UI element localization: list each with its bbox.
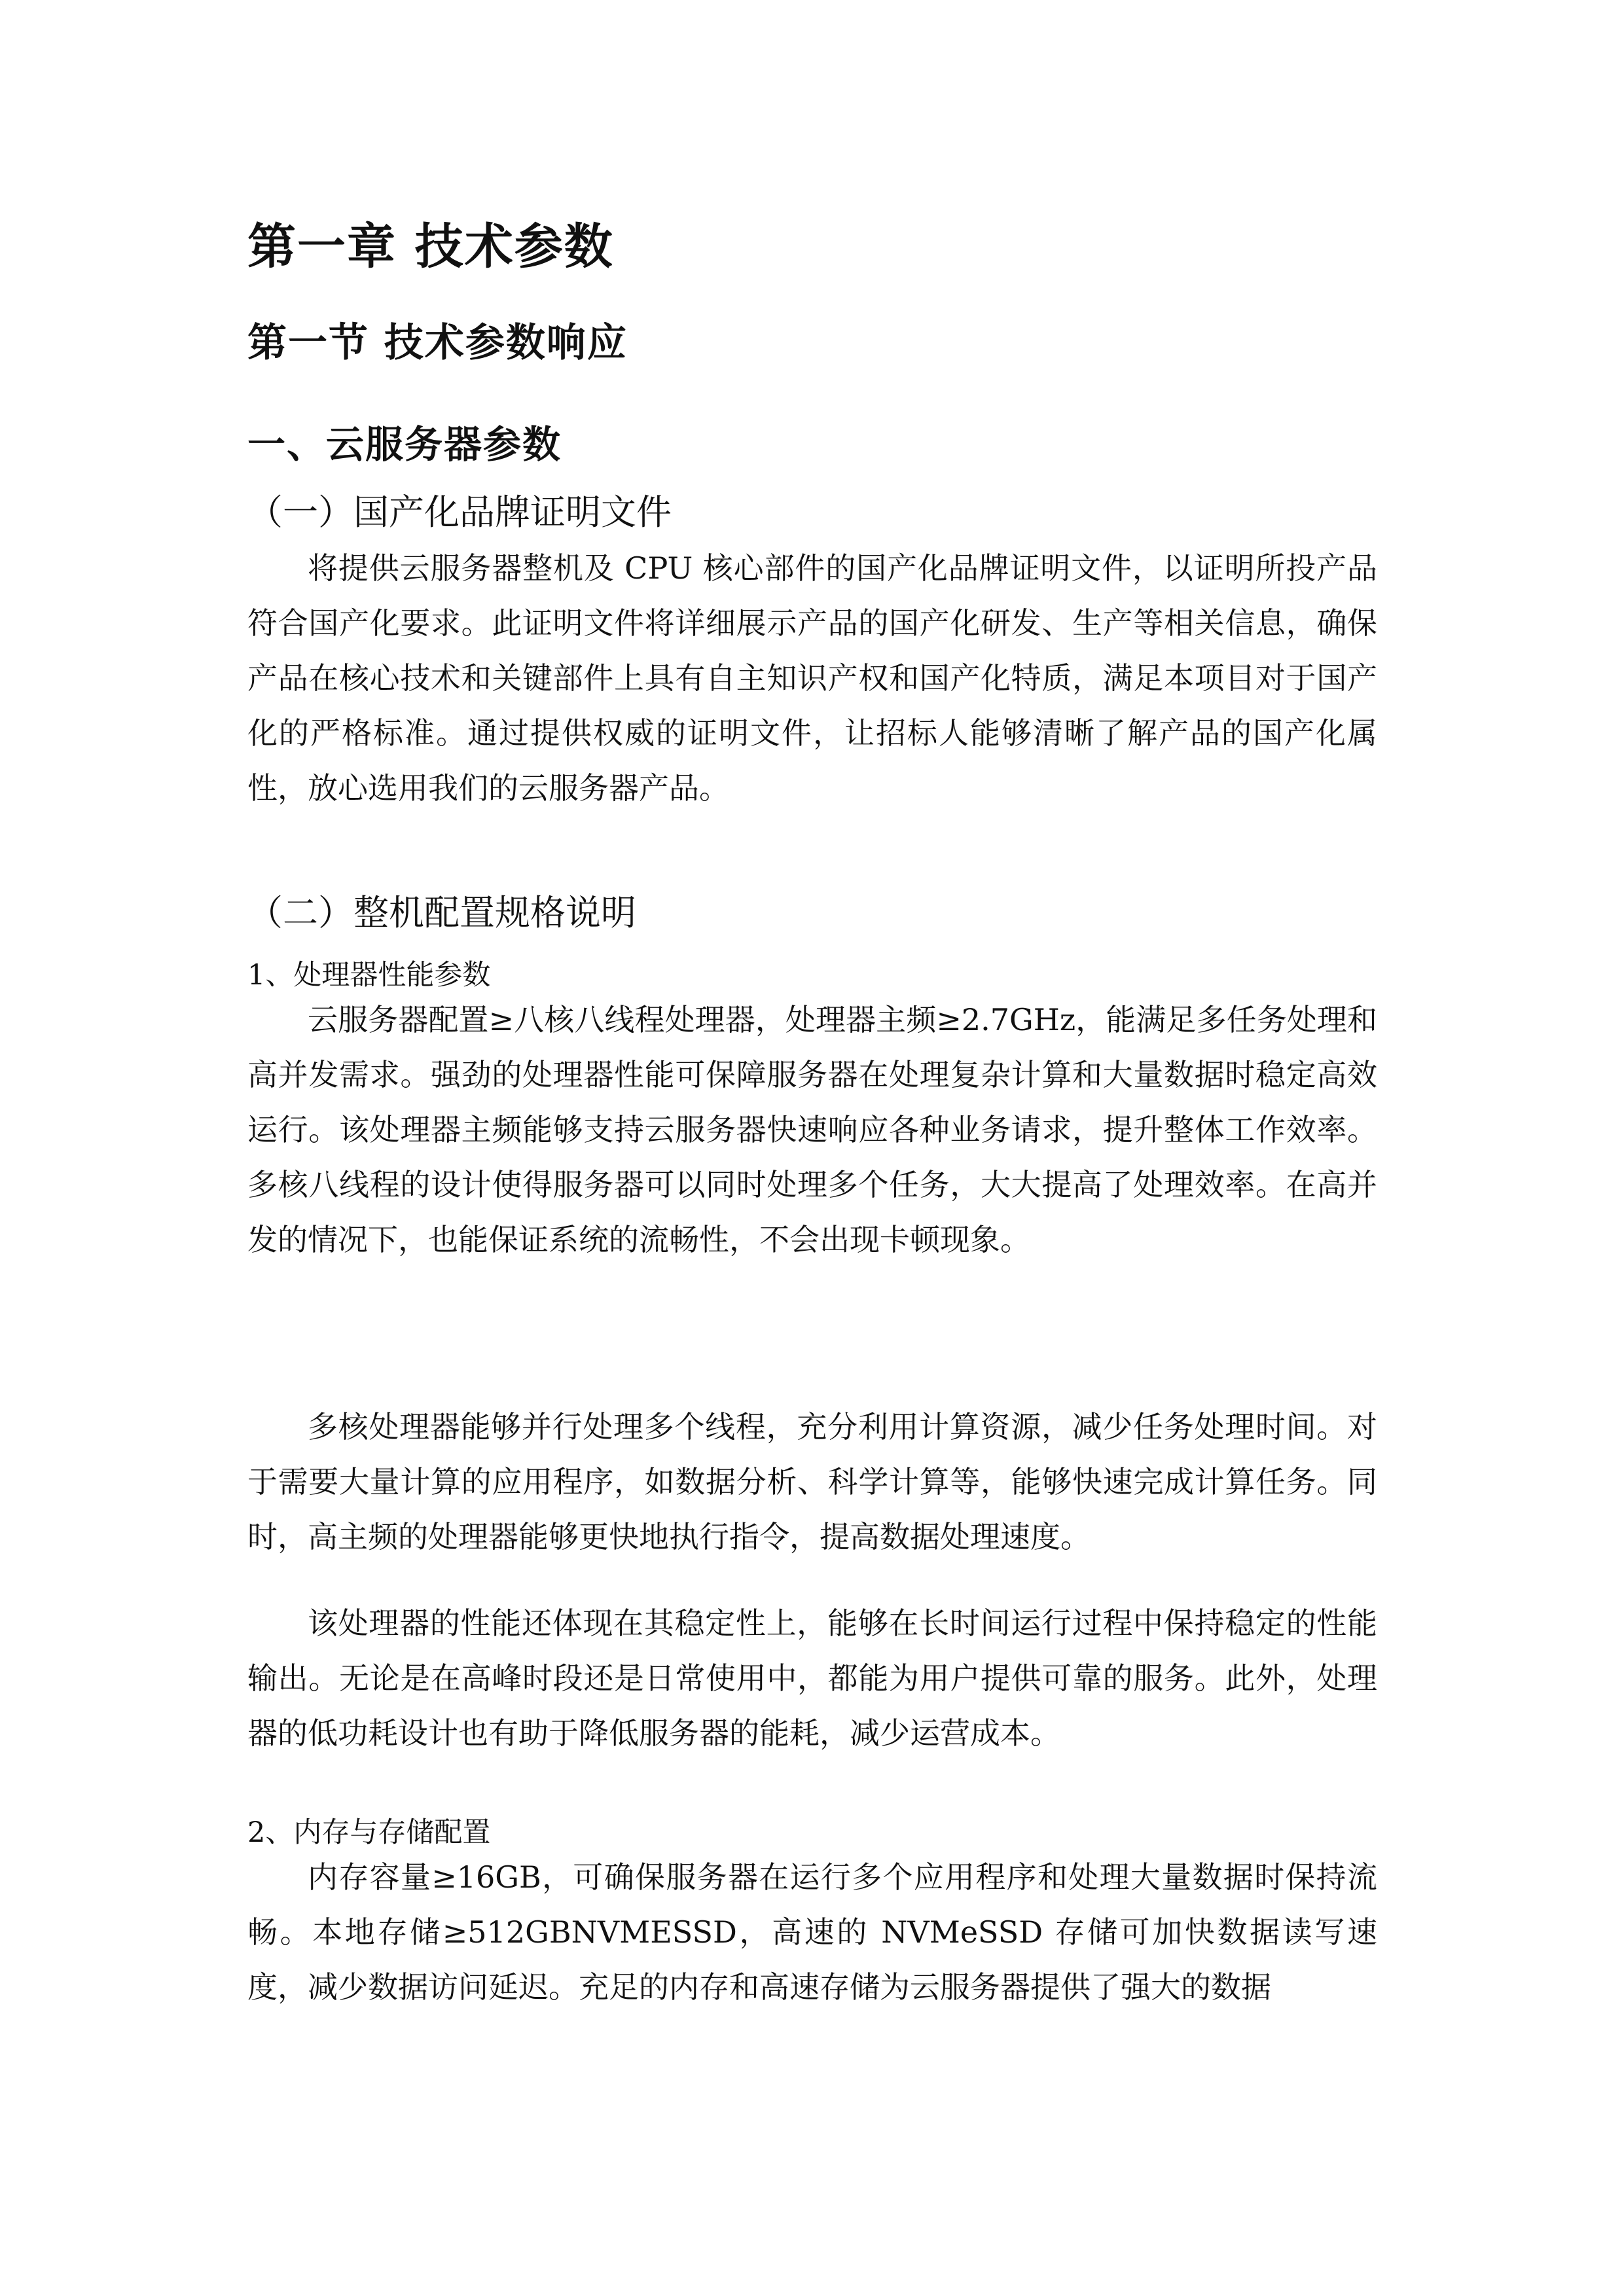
paragraph: 该处理器的性能还体现在其稳定性上，能够在长时间运行过程中保持稳定的性能输出。无论是在高峰时段还是日常使用中，都能为用户提供可靠的服务。此外，处理器的低功耗设计也有助于降低服务器的能耗，减少运营成本。: [247, 1605, 1377, 1751]
part-title: 一、云服务器参数: [247, 422, 562, 467]
chapter-title: 第一章 技术参数: [247, 219, 614, 275]
item-heading-2: 2、内存与存储配置: [247, 1816, 491, 1849]
subsection-title-1: （一）国产化品牌证明文件: [247, 492, 672, 533]
subsection-title-2: （二）整机配置规格说明: [247, 892, 636, 933]
item-heading-1: 1、处理器性能参数: [247, 959, 491, 992]
section-title: 第一节 技术参数响应: [247, 320, 628, 366]
paragraph: 多核处理器能够并行处理多个线程，充分利用计算资源，减少任务处理时间。对于需要大量计算的应用程序，如数据分析、科学计算等，能够快速完成计算任务。同时，高主频的处理器能够更快地执行指令，提高数据处理速度。: [247, 1409, 1377, 1554]
paragraph: 内存容量≥16GB，可确保服务器在运行多个应用程序和处理大量数据时保持流畅。本地存储≥512GBNVMESSD，高速的 NVMeSSD 存储可加快数据读写速度，减少数据访问延迟。充足的内存和高速存储为云服务器提供了强大的数据: [247, 1859, 1377, 2005]
paragraph: 云服务器配置≥八核八线程处理器，处理器主频≥2.7GHz，能满足多任务处理和高并发需求。强劲的处理器性能可保障服务器在处理复杂计算和大量数据时稳定高效运行。该处理器主频能够支持云服务器快速响应各种业务请求，提升整体工作效率。多核八线程的设计使得服务器可以同时处理多个任务，大大提高了处理效率。在高并发的情况下，也能保证系统的流畅性，不会出现卡顿现象。: [247, 1002, 1377, 1257]
paragraph: 将提供云服务器整机及 CPU 核心部件的国产化品牌证明文件，以证明所投产品符合国产化要求。此证明文件将详细展示产品的国产化研发、生产等相关信息，确保产品在核心技术和关键部件上具有自主知识产权和国产化特质，满足本项目对于国产化的严格标准。通过提供权威的证明文件，让招标人能够清晰了解产品的国产化属性，放心选用我们的云服务器产品。: [247, 550, 1377, 806]
